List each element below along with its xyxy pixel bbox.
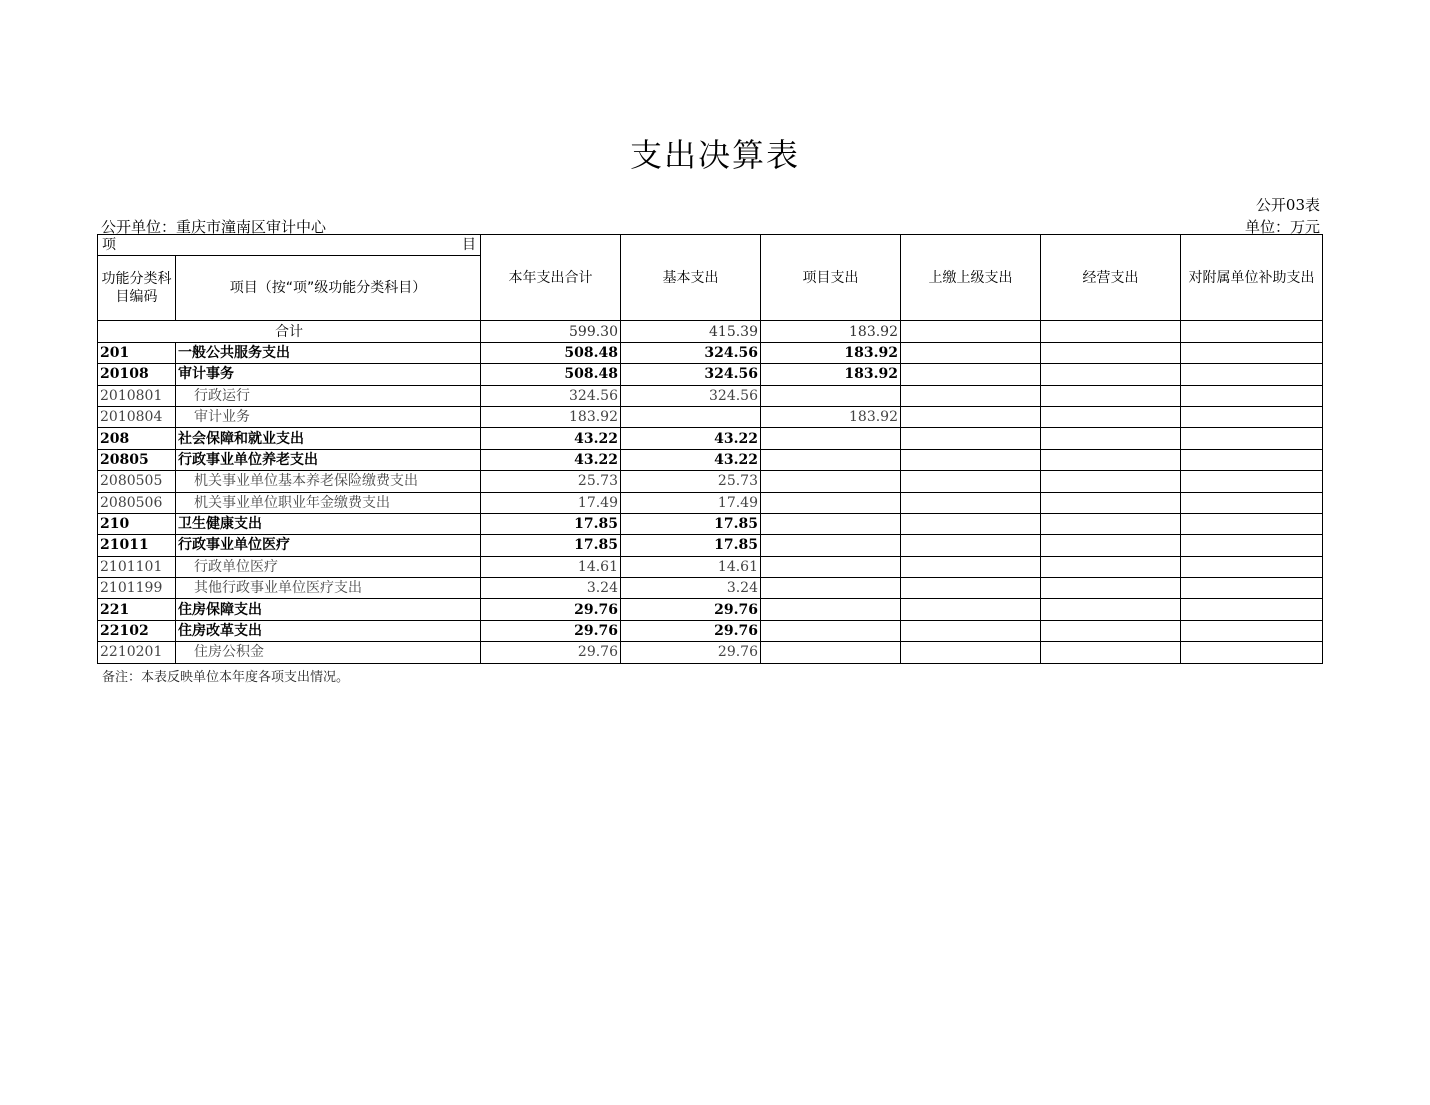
row-code: 22102 [98,620,176,641]
footnote: 备注：本表反映单位本年度各项支出情况。 [102,670,350,685]
row-value [761,449,901,470]
row-value [901,342,1041,363]
row-name-cell [176,642,481,663]
row-code: 2010804 [98,406,176,427]
total-value: 415.39 [621,321,761,342]
header-item-left: 项 [102,237,116,254]
row-value [761,513,901,534]
row-name-cell [176,535,481,556]
row-value: 17.85 [481,535,621,556]
table-row [98,620,1323,641]
header-subsidiary-subsidy: 对附属单位补助支出 [1181,235,1323,321]
table-row [98,406,1323,427]
table-row [98,492,1323,513]
row-value: 14.61 [621,556,761,577]
row-value: 508.48 [481,364,621,385]
row-value [1041,428,1181,449]
row-value [761,620,901,641]
row-value [1181,471,1323,492]
row-value [901,449,1041,470]
row-code: 221 [98,599,176,620]
row-value: 43.22 [481,449,621,470]
header-operating-expenditure: 经营支出 [1041,235,1181,321]
row-code: 208 [98,428,176,449]
total-value [1181,321,1323,342]
table-row [98,385,1323,406]
row-value [1181,406,1323,427]
header-name-col: 项目（按“项”级功能分类科目） [176,256,481,321]
row-value: 183.92 [481,406,621,427]
header-item-right: 目 [462,237,476,254]
row-value: 29.76 [481,642,621,663]
row-value [901,578,1041,599]
row-value [761,492,901,513]
row-value [761,385,901,406]
row-value [1041,599,1181,620]
row-name-cell [176,492,481,513]
row-name-cell [176,513,481,534]
row-value [1181,449,1323,470]
row-code: 2010801 [98,385,176,406]
row-name: 卫生健康支出 [178,516,262,533]
row-value [1041,342,1181,363]
row-value: 14.61 [481,556,621,577]
row-value [761,642,901,663]
expenditure-table [97,234,1323,664]
row-name: 审计事务 [178,366,234,383]
unit-of-measure: 单位：万元 [1244,218,1320,236]
total-value [1041,321,1181,342]
row-name-cell [176,428,481,449]
row-value [1041,492,1181,513]
header-remit-to-superior: 上缴上级支出 [901,235,1041,321]
row-name-cell [176,471,481,492]
row-name: 行政事业单位养老支出 [178,451,318,468]
row-name: 住房公积金 [194,644,264,661]
row-name: 住房保障支出 [178,601,262,618]
row-code: 20108 [98,364,176,385]
form-number: 公开03表 [1255,196,1320,214]
row-name: 其他行政事业单位医疗支出 [194,580,362,597]
row-value [1041,449,1181,470]
total-value: 183.92 [761,321,901,342]
table-row [98,471,1323,492]
row-name-cell [176,385,481,406]
header-row-1 [98,235,1323,256]
row-value [1181,428,1323,449]
row-name: 住房改革支出 [178,623,262,640]
table-row [98,364,1323,385]
row-value [1041,471,1181,492]
row-code: 201 [98,342,176,363]
row-value: 29.76 [621,599,761,620]
row-value: 29.76 [481,620,621,641]
row-value [901,599,1041,620]
row-value [1181,599,1323,620]
row-value [1181,342,1323,363]
row-name-cell [176,406,481,427]
row-code: 21011 [98,535,176,556]
row-name: 审计业务 [194,409,250,426]
row-value [1181,364,1323,385]
row-value [621,406,761,427]
row-value: 43.22 [621,428,761,449]
total-label: 合计 [98,321,481,342]
row-value: 324.56 [481,385,621,406]
row-value: 17.49 [481,492,621,513]
row-value [761,578,901,599]
table-row [98,513,1323,534]
row-name-cell [176,449,481,470]
row-name: 一般公共服务支出 [178,344,290,361]
row-value [1181,535,1323,556]
row-value: 29.76 [621,642,761,663]
row-value [901,556,1041,577]
row-code: 2080505 [98,471,176,492]
row-code: 20805 [98,449,176,470]
total-row [98,321,1323,342]
row-value [761,471,901,492]
row-name-cell [176,620,481,641]
row-value [761,428,901,449]
row-code: 2080506 [98,492,176,513]
row-value [1181,642,1323,663]
table-row [98,449,1323,470]
row-value [761,535,901,556]
row-value: 183.92 [761,406,901,427]
table-row [98,535,1323,556]
row-value: 25.73 [621,471,761,492]
row-value [901,513,1041,534]
header-basic-expenditure: 基本支出 [621,235,761,321]
row-value: 3.24 [481,578,621,599]
row-value: 29.76 [621,620,761,641]
report-title: 支出决算表 [629,136,800,174]
row-value [901,642,1041,663]
row-value [1041,513,1181,534]
table-row [98,342,1323,363]
row-value [901,471,1041,492]
row-value [761,556,901,577]
row-value: 183.92 [761,342,901,363]
row-value [901,620,1041,641]
row-value [1041,364,1181,385]
row-name: 行政单位医疗 [194,558,278,575]
row-value [901,535,1041,556]
row-value [1041,620,1181,641]
row-name-cell [176,556,481,577]
row-value: 324.56 [621,342,761,363]
header-project-expenditure: 项目支出 [761,235,901,321]
row-value: 25.73 [481,471,621,492]
row-value [1041,535,1181,556]
row-value: 324.56 [621,385,761,406]
table-row [98,556,1323,577]
row-code: 2101101 [98,556,176,577]
row-value: 183.92 [761,364,901,385]
row-name-cell [176,599,481,620]
row-value [901,428,1041,449]
row-value [1041,556,1181,577]
row-code: 210 [98,513,176,534]
header-item-cell [98,235,481,256]
row-value [1041,578,1181,599]
row-name: 社会保障和就业支出 [178,430,304,447]
row-value [901,385,1041,406]
row-value [901,406,1041,427]
row-value [1181,385,1323,406]
row-name: 行政运行 [194,387,250,404]
row-name: 机关事业单位基本养老保险缴费支出 [194,473,418,490]
row-value [761,599,901,620]
row-value: 508.48 [481,342,621,363]
row-value: 3.24 [621,578,761,599]
row-value [1181,556,1323,577]
row-value [1041,406,1181,427]
row-value: 17.85 [621,513,761,534]
reporting-unit: 公开单位：重庆市潼南区审计中心 [101,218,327,236]
row-value: 43.22 [621,449,761,470]
table-row [98,599,1323,620]
row-code: 2210201 [98,642,176,663]
row-value: 17.85 [481,513,621,534]
header-total-expenditure: 本年支出合计 [481,235,621,321]
row-value: 324.56 [621,364,761,385]
row-name: 机关事业单位职业年金缴费支出 [194,494,390,511]
total-value [901,321,1041,342]
row-code: 2101199 [98,578,176,599]
row-value [1181,513,1323,534]
row-value [1041,385,1181,406]
row-name-cell [176,578,481,599]
total-value: 599.30 [481,321,621,342]
row-value [1181,578,1323,599]
table-row [98,642,1323,663]
header-code-col: 功能分类科目编码 [98,256,176,321]
row-value [901,364,1041,385]
row-name-cell [176,342,481,363]
row-value [1181,492,1323,513]
row-value: 17.49 [621,492,761,513]
row-name: 行政事业单位医疗 [178,537,290,554]
table-row [98,578,1323,599]
row-value [901,492,1041,513]
table-row [98,428,1323,449]
row-value [1181,620,1323,641]
row-name-cell [176,364,481,385]
row-value [1041,642,1181,663]
row-value: 17.85 [621,535,761,556]
row-value: 43.22 [481,428,621,449]
row-value: 29.76 [481,599,621,620]
